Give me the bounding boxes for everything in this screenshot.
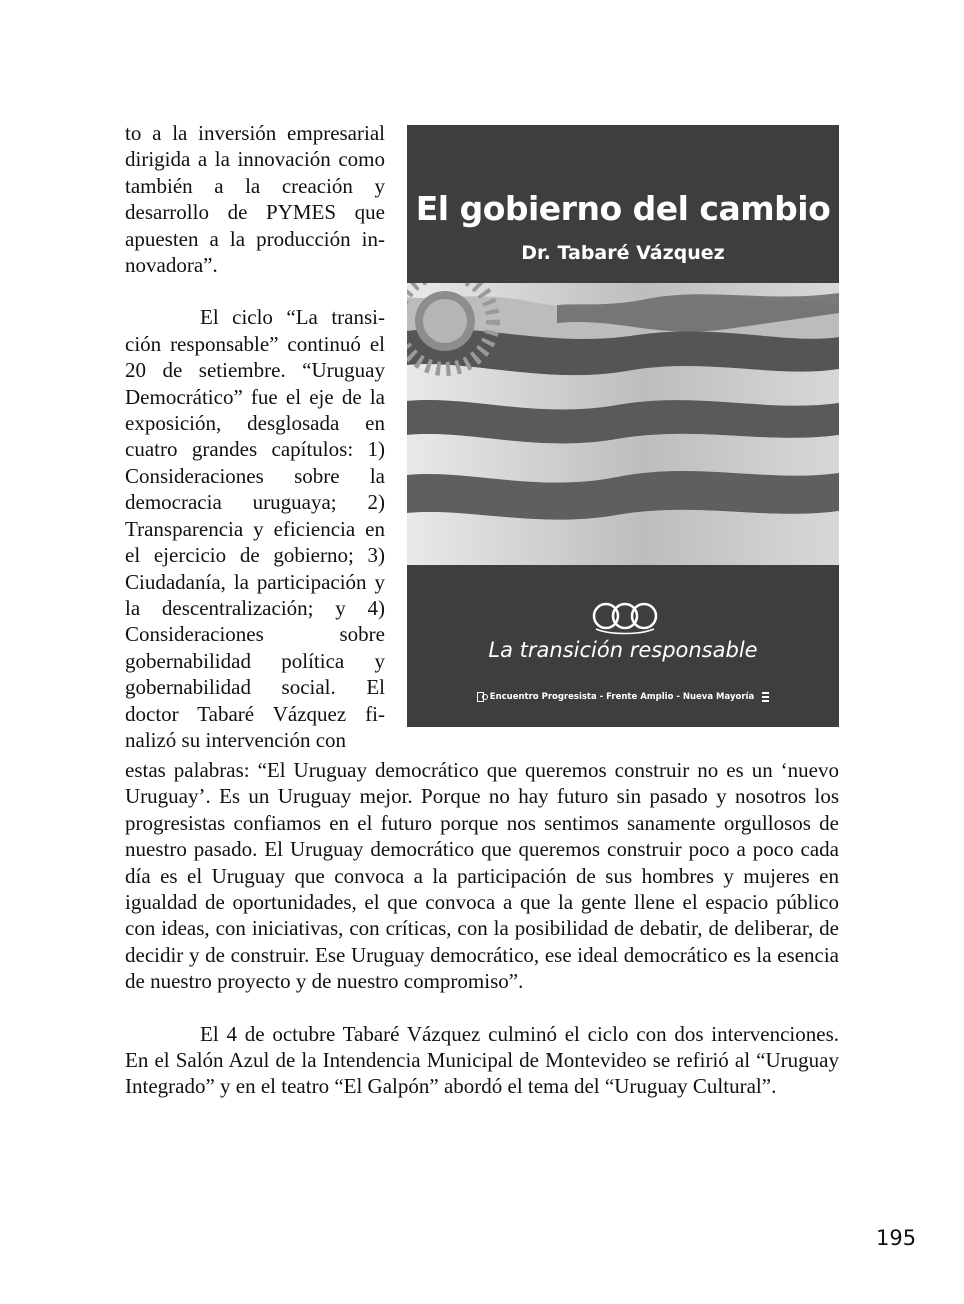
cover-title: El gobierno del cambio: [415, 189, 831, 228]
rings-logo-icon: [590, 601, 660, 635]
page-number: 195: [876, 1226, 917, 1250]
paragraph-speech-quote: estas palabras: “El Uruguay democrático que queremos construir no es un ‘nuevo Uruguay’. Es un Uruguay mejor. Porque no hay futuro sin pasado y nosotros los progresistas confiamos en el futuro porque nos sentimos sanamente orgullosos de nuestro pasado. El Uruguay democrático que queremos construir poco a poco cada día es el Uruguay que convoca a la participación de sus hombres y mujeres en igualdad de oportunidades, el que convoca a que la gente llene el espacio público con ideas, con iniciativas, con críticas, con la posibilidad de debatir, de deliberar, de decidir y de construir. Ese Uruguay democrático, ese ideal democrático es la esencia de nuestro proyecto y de nuestro compromiso”.: [125, 758, 839, 994]
cover-footer: [477, 690, 769, 704]
cover-author: Dr. Tabaré Vázquez: [521, 242, 725, 264]
cover-subtitle: La transición responsable: [488, 638, 758, 662]
paragraph-october: El 4 de octubre Tabaré Vázquez culminó el ciclo con dos intervenciones. En el Salón Azul de la Intendencia Municipal de Montevideo se refirió al “Uruguay Integrado” y en el teatro “El Galpón” abordó el tema del “Uruguay Cultural”.: [125, 1021, 839, 1099]
uruguay-flag-illustration: [407, 283, 839, 565]
full-width-text: [125, 757, 839, 1100]
paragraph-investment: to a la inversión empresarial dirigida a la innovación como también a la creación y desarrollo de PYMES que apuesten a la producción innovadora”.: [125, 121, 385, 278]
book-cover-image: [407, 125, 839, 727]
paragraph-cycle: El ciclo “La transición responsable” continuó el 20 de setiembre. “Uruguay Democrático” fue el eje de la exposición, desglosada en cuatro grandes capítulos: 1) Consideraciones sobre la democracia uruguaya; 2) Transparencia y eficiencia en el ejercicio de gobierno; 3) Ciudadanía, la participación y la descentralización; y 4) Consideraciones sobre gobernabilidad política y gobernabilidad social. El doctor Tabaré Vázquez finalizó su intervención con: [125, 305, 385, 752]
party-flag-icon: [477, 692, 484, 702]
uruguay-flag-icon: [762, 692, 769, 703]
left-column-text: [125, 120, 385, 753]
cover-footer-text: Encuentro Progresista - Frente Amplio - Nueva Mayoría: [489, 692, 755, 702]
